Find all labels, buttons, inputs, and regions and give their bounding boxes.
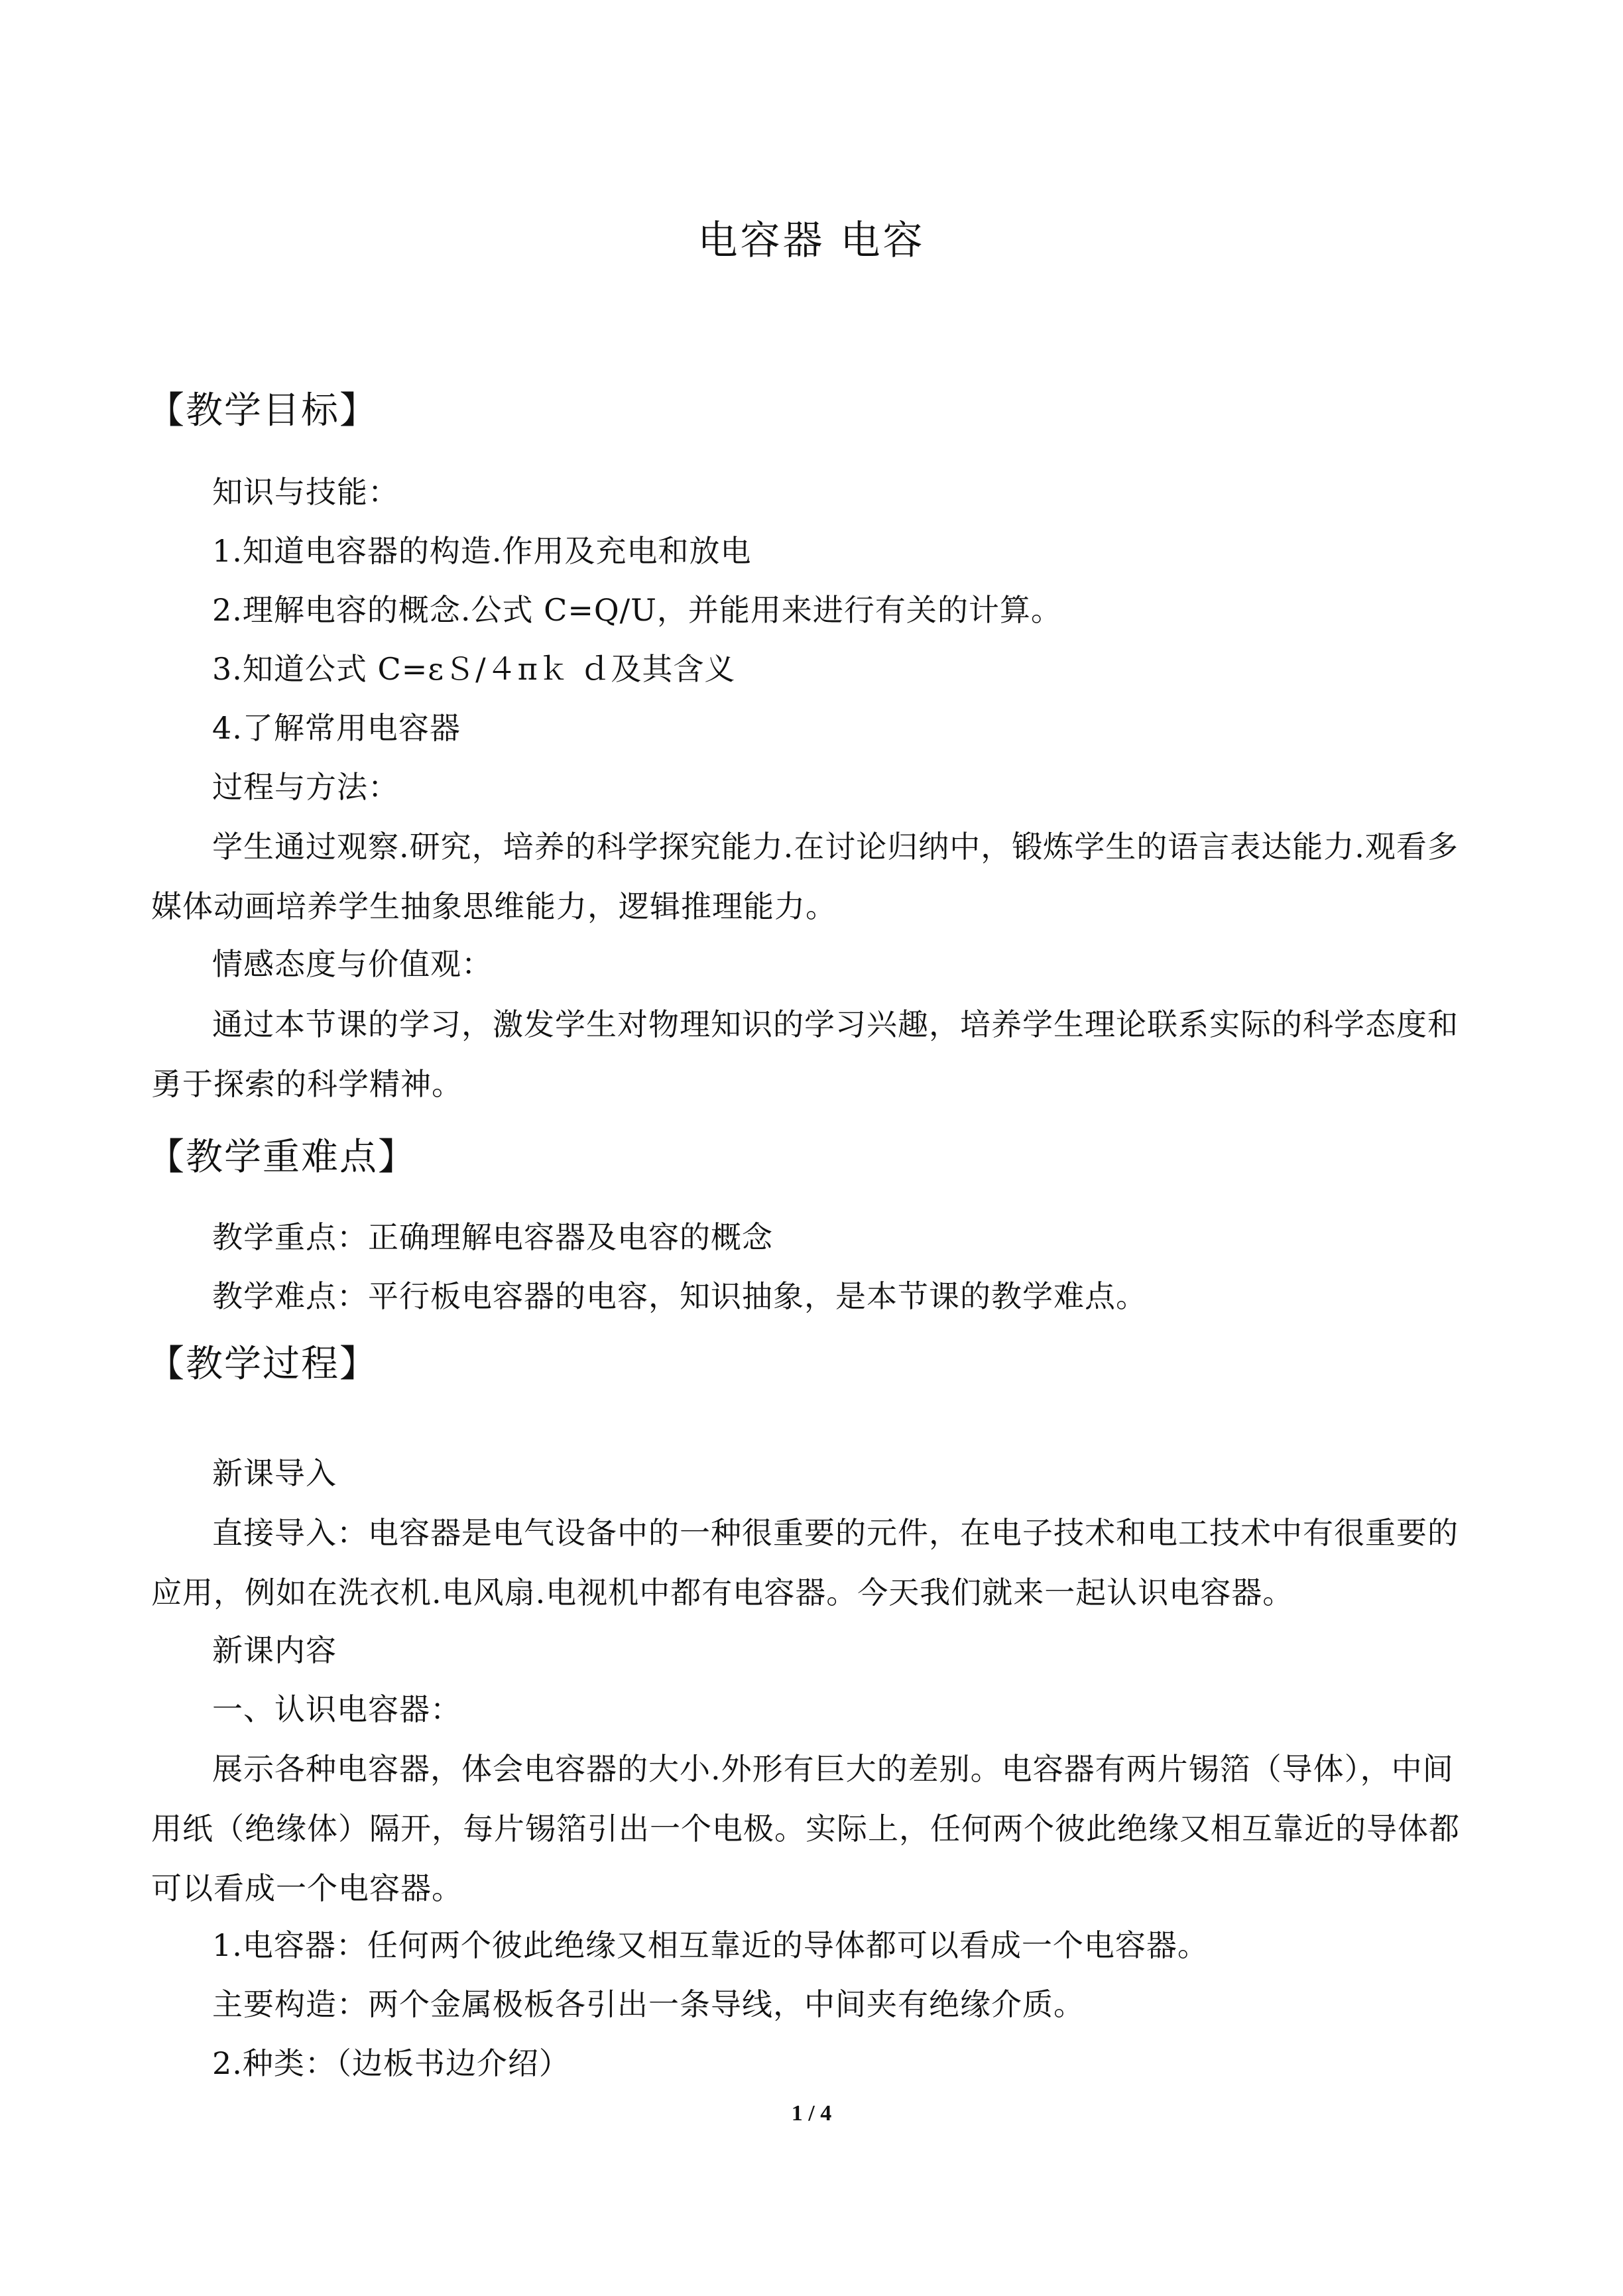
part1-label: 一、认识电容器：	[212, 1691, 461, 1727]
capacitor-definition: 1.电容器：任何两个彼此绝缘又相互靠近的导体都可以看成一个电容器。	[212, 1927, 1209, 1963]
capacitor-types: 2.种类：（边板书边介绍）	[212, 2045, 570, 2081]
content-label: 新课内容	[212, 1632, 337, 1668]
intro-text: 直接导入：电容器是电气设备中的一种很重要的元件，在电子技术和电工技术中有很重要的应用，例如在洗衣机.电风扇.电视机中都有电容器。今天我们就来一起认识电容器。	[151, 1515, 1459, 1610]
section-heading-objectives: 【教学目标】	[147, 389, 378, 432]
process-label: 过程与方法：	[212, 769, 399, 805]
capacitor-structure: 主要构造：两个金属极板各引出一条导线，中间夹有绝缘介质。	[212, 1986, 1085, 2022]
emotion-text: 通过本节课的学习，激发学生对物理知识的学习兴趣，培养学生理论联系实际的科学态度和勇于探索的科学精神。	[151, 1006, 1459, 1102]
objective-item-4: 4.了解常用电容器	[212, 710, 461, 746]
objective-item-1: 1.知道电容器的构造.作用及充电和放电	[212, 533, 752, 569]
objective-item-3: 3.知道公式 C=εＳ/４πｋ ｄ及其含义	[212, 651, 736, 687]
document-title: 电容器 电容	[697, 217, 926, 264]
emotion-label: 情感态度与价值观：	[212, 946, 493, 982]
difficulty-text: 教学难点：平行板电容器的电容，知识抽象，是本节课的教学难点。	[212, 1278, 1147, 1314]
section-heading-key-points: 【教学重难点】	[147, 1136, 416, 1179]
process-text: 学生通过观察.研究，培养的科学探究能力.在讨论归纳中，锻炼学生的语言表达能力.观看多媒体动画培养学生抽象思维能力，逻辑推理能力。	[151, 829, 1459, 924]
intro-label: 新课导入	[212, 1455, 337, 1491]
knowledge-label: 知识与技能：	[212, 474, 399, 510]
key-point-text: 教学重点：正确理解电容器及电容的概念	[212, 1219, 773, 1255]
part1-text: 展示各种电容器，体会电容器的大小.外形有巨大的差别。电容器有两片锡箔（导体），中间用纸（绝缘体）隔开，每片锡箔引出一个电极。实际上，任何两个彼此绝缘又相互靠近的导体都可以看成一个电容器。	[151, 1751, 1460, 1906]
objective-item-2: 2.理解电容的概念.公式 C=Q/U，并能用来进行有关的计算。	[212, 592, 1062, 628]
section-heading-process: 【教学过程】	[147, 1343, 378, 1386]
page-number: 1 / 4	[791, 2101, 832, 2126]
